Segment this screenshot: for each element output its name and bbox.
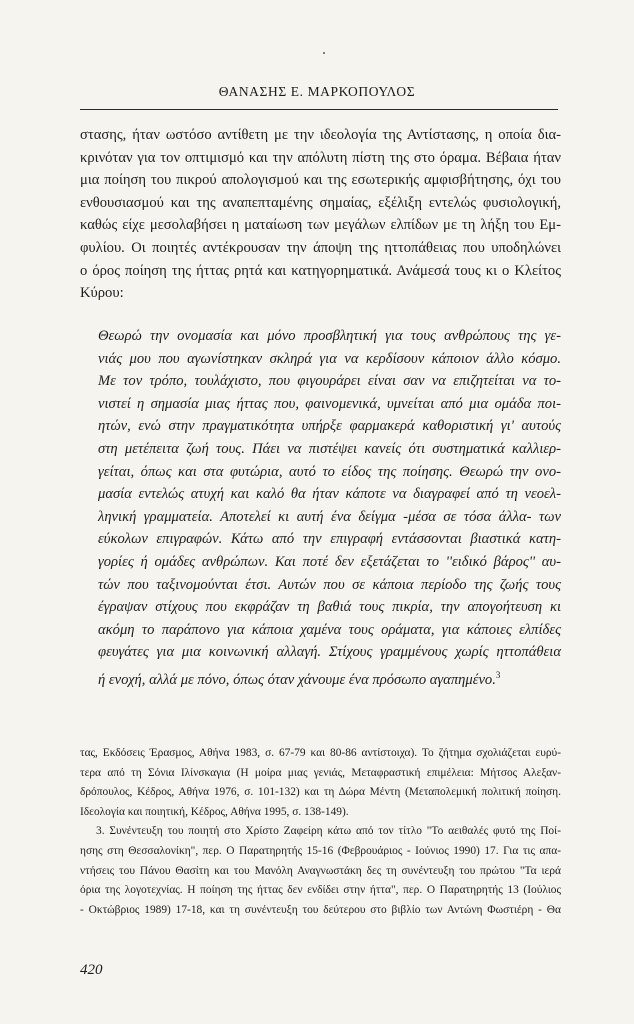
scan-speck: [323, 52, 325, 54]
quote-line: εύκολων επιγραφών. Κάτω από την επιγραφή εντάσσονται βιαστικά κατη-: [98, 531, 561, 548]
block-quote: [98, 325, 561, 692]
quote-line: ακόμη το παράπονο για κάποια χαμένα τους οράματα, για κάποιες ελπίδες: [98, 621, 561, 638]
footnotes: [80, 744, 561, 920]
body-line: στασης, ήταν ωστόσο αντίθετη με την ιδεολογία της Αντίστασης, η οποία δια-: [80, 127, 561, 143]
quote-line: μασία εντελώς ατυχή και καλό θα ήταν κάποτε να διαγραφεί από τη νεοελ-: [98, 486, 561, 503]
quote-line: ητών, ενώ στην πραγματικότητα υπήρξε φαρμακερά καθοριστική γι' αυτούς: [98, 418, 561, 435]
page-number: 420: [80, 962, 103, 978]
footnote-line: ντήσεις του Πάνου Θασίτη και του Μανόλη Αναγνωστάκη δες τη συνέντευξη του πρώτου "Τα ιερά: [80, 864, 561, 877]
body-line: φυλίου. Οι ποιητές αντέκρουσαν την άποψη της ηττοπάθειας που υποδηλώνει: [80, 239, 561, 256]
quote-line: Με τον τρόπο, τουλάχιστο, που φιγουράρει είναι σαν να επιζητείται να το-: [98, 373, 561, 390]
body-line: κρινόταν για τον οπτιμισμό και την απόλυτη πίστη της στο όραμα. Βέβαια ήταν: [80, 149, 561, 166]
quote-line: ή ενοχή, αλλά με πόνο, όπως όταν χάνουμε ένα πρόσωπο αγαπημένο.: [98, 671, 496, 688]
footnote-line: - Οκτώβριος 1989) 17-18, και τη συνέντευξη του δεύτερου στο βιβλίο των Αντώνη Φωστιέρη - Θα: [80, 903, 561, 916]
header-rule: [80, 109, 558, 110]
quote-line: Θεωρώ την ονομασία και μόνο προσβλητική για τους ανθρώπους της γε-: [98, 328, 561, 344]
footnote-line: όρια της λογοτεχνίας. Η ποίηση της ήττας δεν ενδίδει στην ήττα", περ. Ο Παρατηρητής 13 (Ιούλιος: [80, 884, 561, 897]
quote-line: φευγάτες για μια κοινωνική αλλαγή. Στίχους γραμμένους χωρίς ηττοπάθεια: [98, 644, 561, 661]
body-line: καθώς είχε μεσολαβήσει η ματαίωση των μεγάλων ελπίδων με τη λήξη του Εμ-: [80, 217, 561, 234]
body-line: ο όρος ποίηση της ήττας ρητά και κατηγορηματικά. Ανάμεσά τους κι ο Κλείτος: [80, 262, 561, 279]
quote-line: τών που ταξινομούνται έτσι. Αυτών που σε κάποια περίοδο της ζωής τους: [98, 576, 561, 593]
body-line: Κύρου:: [80, 285, 124, 302]
footnote-line: τας, Εκδόσεις Έρασμος, Αθήνα 1983, σ. 67-79 και 80-86 αντίστοιχα). Το ζήτημα σχολιάζεται ευρύ-: [80, 747, 561, 759]
footnote-line: Ιδεολογία και ποιητική, Κέδρος, Αθήνα 1995, σ. 138-149).: [80, 805, 349, 818]
footnote-line: τερα από τη Σόνια Ιλίνσκαγια (Η μοίρα μιας γενιάς, Μεταφραστική επιμέλεια: Μήτσος Αλεξαν-: [80, 766, 561, 779]
quote-line: γορίες ή ομάδες ανθρώπων. Και ποτέ δεν εξετάζεται το ''ειδικό βάρος'' αυ-: [98, 553, 561, 570]
quote-last-line: [98, 664, 561, 692]
footnote-line: δρόπουλος, Κέδρος, Αθήνα 1976, σ. 101-132) και τη Δώρα Μέντη (Μεταπολεμική πολιτική ποίηση.: [80, 786, 561, 799]
body-paragraph: [80, 124, 561, 305]
footnote-marker[interactable]: 3: [495, 669, 501, 680]
footnote-line: 3. Συνέντευξη του ποιητή στο Χρίστο Ζαφείρη κάτω από τον τίτλο "Το αειθαλές φυτό της Ποί-: [96, 825, 561, 838]
body-line: μια ποίηση του πικρού απολογισμού και της εσωτερικής αμφισβήτησης, όχι του: [80, 172, 561, 189]
footnote-line: ησης στη Θεσσαλονίκη", περ. Ο Παρατηρητής 15-16 (Φεβρουάριος - Ιούνιος 1990) 17. Για τις απα-: [80, 844, 561, 857]
quote-line: γείται, όπως και στα φυτώρια, αυτό το είδος της ποίησης. Θεωρώ την ονο-: [98, 463, 561, 480]
body-line: ενθουσιασμού και της αναπεπταμένης σημαίας, εξέλιξη εντελώς φυσιολογική,: [80, 194, 561, 211]
running-header: ΘΑΝΑΣΗΣ Ε. ΜΑΡΚΟΠΟΥΛΟΣ: [218, 84, 416, 99]
quote-line: έγραψαν στίχους που εκφράζαν τη βαθιά τους πικρία, την απογοήτευση κι: [98, 599, 561, 616]
quote-line: νιστεί η σημασία μιας ήττας που, φαινομενικά, υμνείται από μια ομάδα ποι-: [98, 395, 561, 412]
quote-line: ληνική γραμματεία. Αποτελεί κι αυτή ένα δείγμα -μέσα σε τόσα άλλα- των: [98, 508, 561, 525]
quote-line: νιάς μου που αγωνίστηκαν σκληρά για να κερδίσουν κάποιον άλλο κόσμο.: [98, 350, 561, 367]
quote-line: στη μετέπειτα ζωή τους. Πάει να πιστέψει κανείς ότι συστηματικά καλλιερ-: [98, 440, 561, 457]
